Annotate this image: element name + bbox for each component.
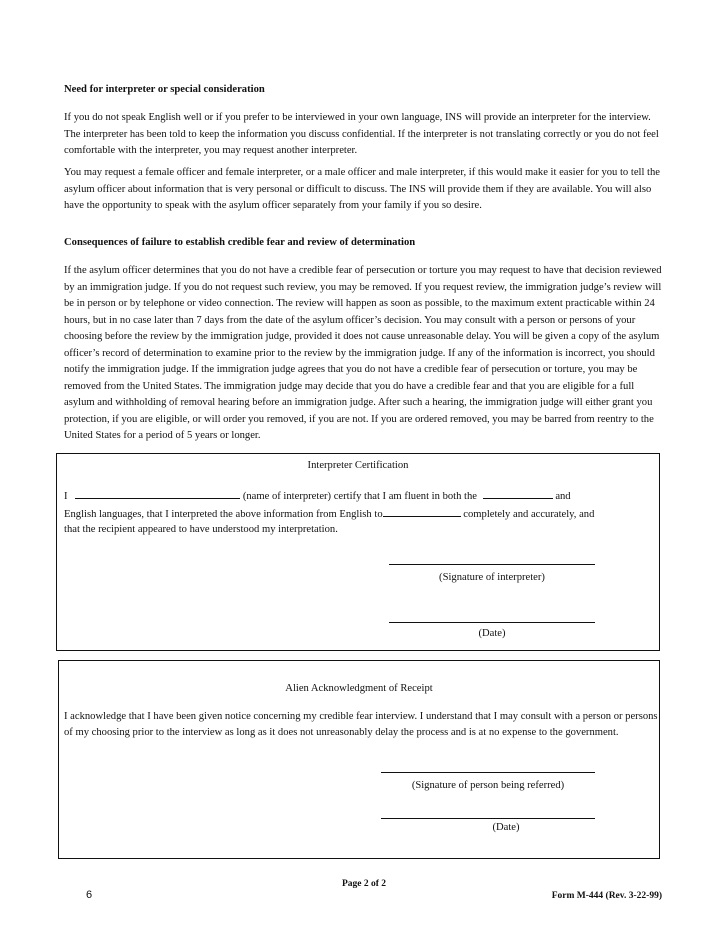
alien-acknowledgment-text: I acknowledge that I have been given notice concerning my credible fear interview. I understand that I may consult with a person or persons of my choosing prior to the interview as long as it does not unreasonably delay the process and is at no expense to the government.	[64, 711, 658, 738]
paragraph-review-determination: If the asylum officer determines that you do not have a credible fear of persecution or torture you may request to have that decision reviewed by an immigration judge. If you do not request such review, you may be removed. If you request review, the immigration judge’s review will be in person or by telephone or video connection. The review will happen as soon as possible, to the maximum extent practicable within 24 hours, but in no case later than 7 days from the date of the asylum officer’s decision. You may consult with a person or persons of your choosing before the review by the immigration judge, provided it does not cause unreasonable delay. You will be given a copy of the asylum officer’s record of determination to examine prior to the review by the immigration judge. If any of the information is incorrect, you should notify the immigration judge. If the immigration judge agrees that you do not have a credible fear of persecution or torture, you may be removed from the United States. The immigration judge may decide that you do have a credible fear and that you are eligible for a full asylum and withholding of removal hearing before an immigration judge. After such a hearing, the immigration judge will either grant you protection, if you are eligible, or will order you removed, if you are not. If you are ordered removed, you may be barred from reentry to the United States for a period of 5 years or longer.	[64, 265, 662, 441]
section-heading-consequences: Consequences of failure to establish credible fear and review of determination	[64, 237, 416, 248]
paragraph-gender-request: You may request a female officer and female interpreter, or a male officer and male interpreter, if this would make it easier for you to tell the asylum officer about information that is very personal or difficult to discuss. The INS will provide them if they are available. You will also have the opportunity to speak with the asylum officer separately from your family if you so desire.	[64, 167, 660, 211]
section-heading-interpreter: Need for interpreter or special consideration	[64, 84, 265, 95]
interpreter-date-label: (Date)	[478, 628, 506, 639]
alien-acknowledgment-box	[58, 660, 660, 859]
interpreter-signature-label: (Signature of interpreter)	[439, 572, 545, 583]
interpreter-certification-title: Interpreter Certification	[307, 460, 409, 471]
language-field[interactable]	[483, 487, 553, 499]
cert-text-understood: that the recipient appeared to have understood my interpretation.	[64, 524, 338, 535]
interpreter-name-field[interactable]	[75, 487, 240, 499]
interpreter-certification-text	[64, 487, 656, 538]
cert-text-and: and	[555, 491, 571, 502]
paragraph-interpreter-provision: If you do not speak English well or if you prefer to be interviewed in your own language, INS will provide an interpreter for the interview. The interpreter has been told to keep the information you discuss confidential. If the interpreter is not translating correctly or you do not feel comfortable with the interpreter, you may request another interpreter.	[64, 112, 659, 156]
interpreter-certification-box	[56, 453, 660, 651]
person-date-label: (Date)	[492, 822, 520, 833]
page-number: 6	[86, 889, 93, 901]
cert-text-english: English languages, that I interpreted the above information from English to	[64, 508, 383, 520]
form-identifier: Form M-444 (Rev. 3-22-99)	[551, 891, 662, 901]
cert-text-completely: completely and accurately, and	[463, 508, 595, 520]
person-signature-line[interactable]	[381, 772, 595, 773]
cert-text-fluent: (name of interpreter) certify that I am fluent in both the	[242, 491, 477, 502]
cert-text-i: I	[64, 491, 68, 502]
target-language-field[interactable]	[383, 505, 461, 517]
interpreter-date-line[interactable]	[389, 622, 595, 623]
page-indicator: Page 2 of 2	[341, 879, 387, 889]
interpreter-signature-line[interactable]	[389, 564, 595, 565]
person-date-line[interactable]	[381, 818, 595, 819]
person-signature-label: (Signature of person being referred)	[411, 780, 565, 791]
alien-acknowledgment-title: Alien Acknowledgment of Receipt	[285, 683, 433, 694]
